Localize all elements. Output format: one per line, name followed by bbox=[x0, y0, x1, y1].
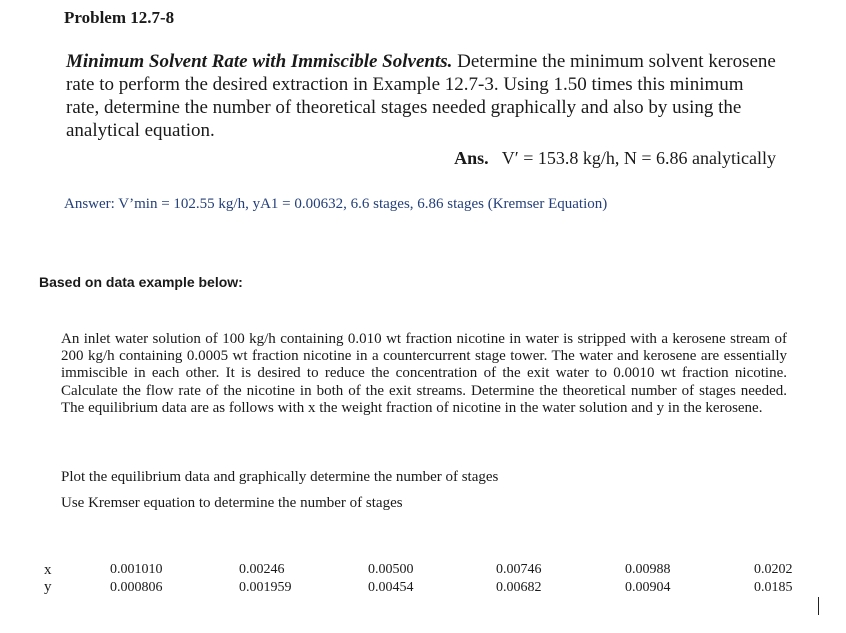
example-statement: An inlet water solution of 100 kg/h containing 0.010 wt fraction nicotine in water is stripped with a kerosene stream of 200 kg/h containing 0.0005 wt fraction nicotine in a countercurrent stage tower. The water and kerosene are essentially immiscible in each other. It is desired to reduce the concentration of the exit water to 0.0010 wt fraction nicotine. Calculate the flow rate of the nicotine in both of the exit streams. Determine the theoretical number of stages needed. The equilibrium data are as follows with x the weight fraction of nicotine in the water solution and y in the kerosene. bbox=[61, 331, 787, 416]
x-row-label: x bbox=[44, 562, 52, 578]
book-answer bbox=[454, 148, 776, 169]
y-value: 0.00904 bbox=[625, 580, 671, 595]
problem-statement bbox=[66, 50, 778, 142]
answer-note: Answer: V’min = 102.55 kg/h, yA1 = 0.00632, 6.6 stages, 6.86 stages (Kremser Equation) bbox=[64, 196, 608, 212]
text-cursor bbox=[818, 597, 819, 615]
y-value: 0.000806 bbox=[110, 580, 163, 595]
book-answer-label: Ans. bbox=[454, 148, 489, 168]
book-answer-text: V′ = 153.8 kg/h, N = 6.86 analytically bbox=[501, 148, 776, 168]
x-value: 0.0202 bbox=[754, 562, 793, 577]
x-value: 0.00500 bbox=[368, 562, 414, 577]
x-value: 0.00988 bbox=[625, 562, 671, 577]
based-on-heading: Based on data example below: bbox=[39, 274, 243, 290]
x-value: 0.001010 bbox=[110, 562, 163, 577]
problem-title: Problem 12.7-8 bbox=[64, 8, 175, 27]
x-value: 0.00246 bbox=[239, 562, 285, 577]
y-value: 0.00682 bbox=[496, 580, 542, 595]
instruction-kremser: Use Kremser equation to determine the number of stages bbox=[61, 495, 403, 511]
problem-text: Determine the minimum solvent kerosene rate to perform the desired extraction in Example 12.7-3. Using 1.50 times this minimum rate, determine the number of theoretical stages needed graphically and also by using the analytical equation. bbox=[66, 51, 776, 141]
y-value: 0.0185 bbox=[754, 580, 793, 595]
y-value: 0.00454 bbox=[368, 580, 414, 595]
y-value: 0.001959 bbox=[239, 580, 292, 595]
problem-lead: Minimum Solvent Rate with Immiscible Solvents. bbox=[66, 51, 453, 72]
y-row-label: y bbox=[44, 579, 52, 595]
x-value: 0.00746 bbox=[496, 562, 542, 577]
instruction-graphical: Plot the equilibrium data and graphically determine the number of stages bbox=[61, 469, 499, 485]
